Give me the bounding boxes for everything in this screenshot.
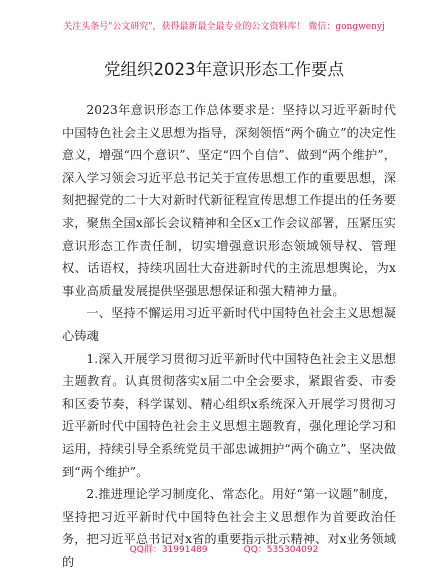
paragraph-item-1: 1.深入开展学习贯彻习近平新时代中国特色社会主义思想主题教育。认真贯彻落实x届二中全会要求，紧跟省委、市委和区委节奏，科学谋划、精心组织x系统深入开展学习贯彻习近平新时代中国特色社会主义思想主题教育，强化理论学习和运用，持续引导全系统党员干部忠诚拥护“两个确立”、坚决做到“两个维护”。: [62, 351, 396, 479]
section-heading-1: 一、坚持不懈运用习近平新时代中国特色社会主义思想凝心铸魂: [62, 306, 396, 343]
footer-contact: [0, 543, 448, 557]
qq-id-text: QQ：535304092: [243, 545, 319, 555]
document-body: [62, 99, 396, 573]
top-banner: 关注头条号"公文研究"，获得最新最全最专业的公文资料库！ 微信：gongwenyj: [63, 22, 385, 32]
qq-group-text: QQ群：31991489: [129, 545, 208, 555]
paragraph-intro: 2023年意识形态工作总体要求是：坚持以习近平新时代中国特色社会主义思想为指导，深刻领悟“两个确立”的决定性意义，增强“四个意识”、坚定“四个自信”、做到“两个维护”，深入学习领会习近平总书记关于宣传思想工作的重要思想，深刻把握党的二十大对新时代新征程宣传思想工作提出的任务要求，聚焦全国x部长会议精神和全区x工作会议部署，压紧压实意识形态工作责任制，切实增强意识形态领域领导权、管理权、话语权，持续巩固壮大奋进新时代的主流思想舆论，为x事业高质量发展提供坚强思想保证和强大精神力量。: [62, 103, 396, 298]
document-title: 党组织2023年意识形态工作要点: [104, 60, 344, 79]
paragraph-item-2: 2.推进理论学习制度化、常态化。用好“第一议题”制度，坚持把习近平新时代中国特色社会主义思想作为首要政治任务，把习近平总书记对x省的重要指示批示精神、对x业务领域的: [62, 487, 396, 569]
